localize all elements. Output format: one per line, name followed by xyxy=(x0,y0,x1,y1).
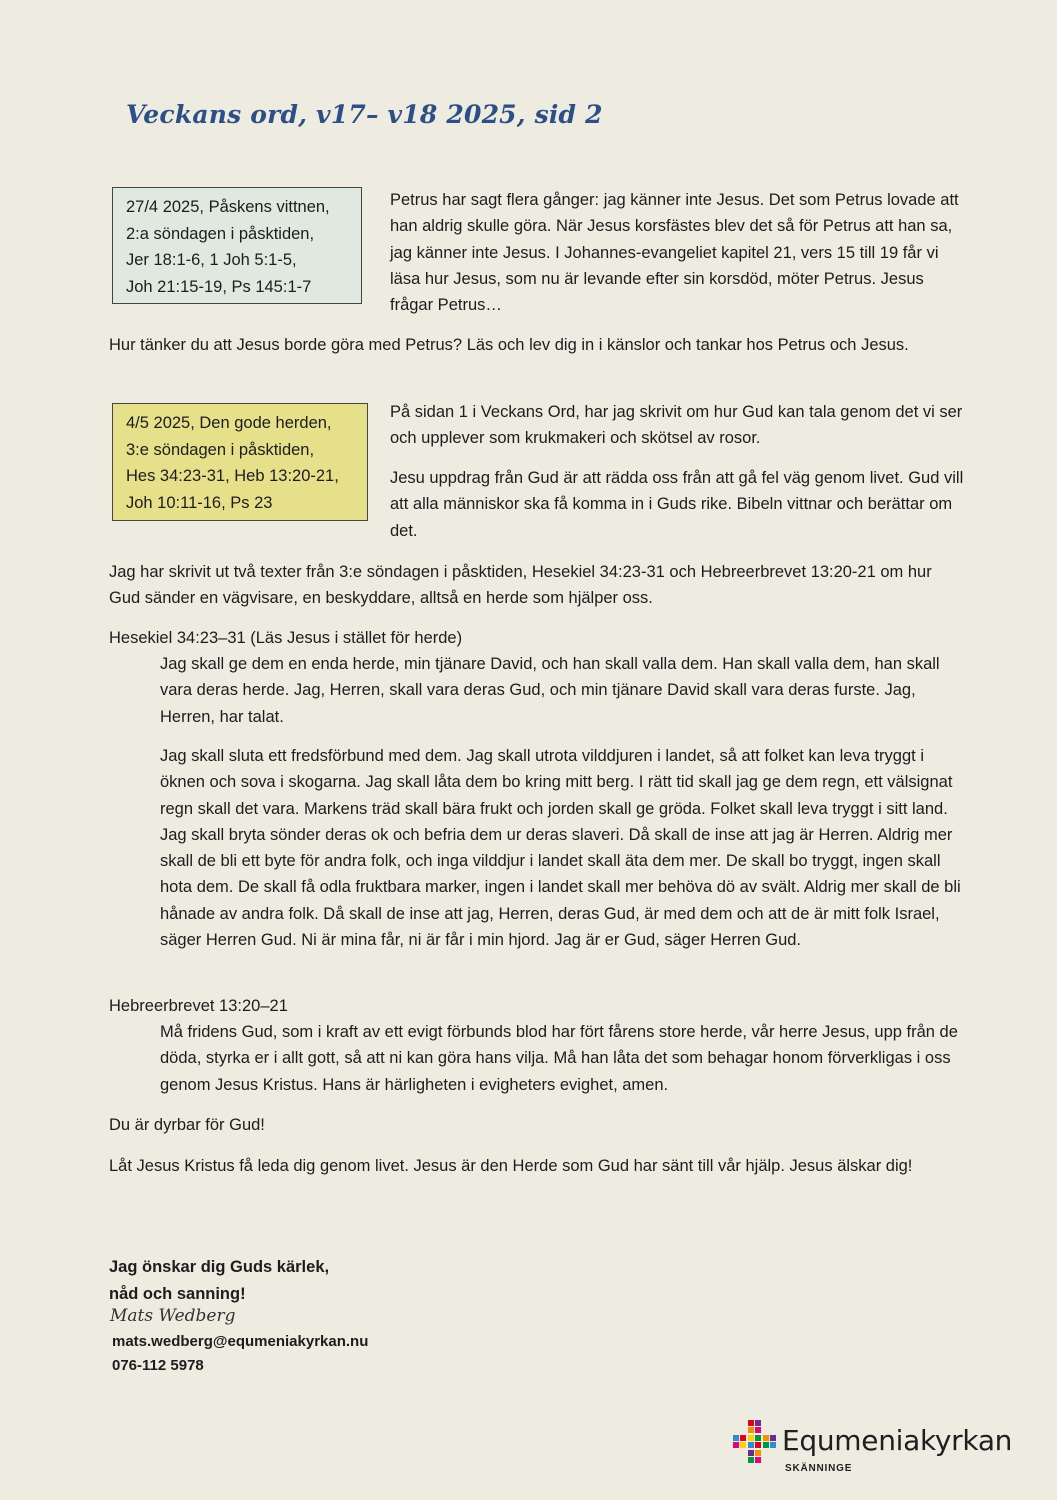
sunday-info-box-2 xyxy=(112,403,368,521)
box-line: Jer 18:1-6, 1 Joh 5:1-5, xyxy=(126,251,297,269)
hebreerbrevet-heading: Hebreerbrevet 13:20–21 xyxy=(109,997,288,1015)
box-line: 4/5 2025, Den gode herden, xyxy=(126,414,332,432)
box-line: 27/4 2025, Påskens vittnen, xyxy=(126,198,330,216)
box-line: Joh 10:11-16, Ps 23 xyxy=(126,493,273,512)
hesekiel-text-2: Jag skall sluta ett fredsförbund med dem. Jag skall utrota vilddjuren i landet, så att folket kan leva tryggt i öknen och sova i skogarna. Jag skall låta dem bo kring mitt berg. I rätt tid skall jag ge dem regn, ett välsignat regn skall det vara. Markens träd skall bära frukt och jorden skall ge gröda. Folket skall leva tryggt i sitt land. Jag skall bryta sönder deras ok och befria dem ur deras slaveri. Då skall de inse att jag är Herren. Aldrig mer skall de bli ett byte för andra folk, och inga vilddjur i landet skall äta dem mer. De skall bo tryggt, ingen skall hota dem. De skall få odla fruktbara marker, ingen i landet skall mer behöva dö av svält. Aldrig mer skall de bli hånade av andra folk. Då skall de inse att jag, Herren, deras Gud, är med dem och att de är mitt folk Israel, säger Herren Gud. Ni är mina får, ni är får i min hjord. Jag är er Gud, säger Herren Gud. xyxy=(160,747,961,950)
greeting-line: Jag önskar dig Guds kärlek, xyxy=(109,1258,330,1276)
box-line: 2:a söndagen i påsktiden, xyxy=(126,224,315,243)
paragraph-sidan1: På sidan 1 i Veckans Ord, har jag skrivit om hur Gud kan tala genom det vi ser och upplever som krukmakeri och skötsel av rosor. xyxy=(390,403,963,448)
phone-number: 076-112 5978 xyxy=(112,1357,204,1374)
box-line: 3:e söndagen i påsktiden, xyxy=(126,440,315,459)
hesekiel-heading: Hesekiel 34:23–31 (Läs Jesus i stället för herde) xyxy=(109,629,463,647)
paragraph-petrus: Petrus har sagt flera gånger: jag känner inte Jesus. Det som Petrus lovade att han aldrig skulle göra. När Jesus korsfästes blev det så för Petrus att han sa, jag känner inte Jesus. I Johannes-evangeliet kapitel 21, vers 15 till 19 får vi läsa hur Jesus, som nu är levande efter sin korsdöd, möter Petrus. Jesus frågar Petrus… xyxy=(390,191,959,315)
logo-name: Equmeniakyrkan xyxy=(782,1424,1013,1457)
signature-name: Mats Wedberg xyxy=(110,1306,236,1326)
page-title: Veckans ord, v17– v18 2025, sid 2 xyxy=(126,100,603,129)
paragraph-uppdrag: Jesu uppdrag från Gud är att rädda oss från att gå fel väg genom livet. Gud vill att alla människor ska få komma in i Guds rike. Bibeln vittnar och berättar om det. xyxy=(390,469,964,540)
box-line: Hes 34:23-31, Heb 13:20-21, xyxy=(126,467,339,485)
paragraph-dyrbar: Du är dyrbar för Gud! xyxy=(109,1116,265,1134)
box-line: Joh 21:15-19, Ps 145:1-7 xyxy=(126,277,312,296)
paragraph-texter: Jag har skrivit ut två texter från 3:e söndagen i påsktiden, Hesekiel 34:23-31 och Hebreerbrevet 13:20-21 om hur Gud sänder en vägvisare, en beskyddare, alltså en herde som hjälper oss. xyxy=(109,563,932,608)
equmeniakyrkan-logo xyxy=(733,1418,1023,1478)
sunday-info-box-1 xyxy=(112,187,362,304)
email-address: mats.wedberg@equmeniakyrkan.nu xyxy=(112,1333,369,1350)
paragraph-leda: Låt Jesus Kristus få leda dig genom livet. Jesus är den Herde som Gud har sänt till vår hjälp. Jesus älskar dig! xyxy=(109,1157,913,1175)
greeting-line: nåd och sanning! xyxy=(109,1284,246,1303)
logo-location: SKÄNNINGE xyxy=(785,1463,853,1474)
signature-greeting xyxy=(109,1254,329,1307)
cross-mosaic-icon xyxy=(733,1420,779,1466)
hebreerbrevet-text: Må fridens Gud, som i kraft av ett evigt förbunds blod har fört fårens store herde, vår herre Jesus, upp från de döda, styrka er i allt gott, så att ni kan göra hans vilja. Må han låta det som behagar honom förverkligas i oss genom Jesus Kristus. Hans är härligheten i evigheters evighet, amen. xyxy=(160,1023,958,1094)
paragraph-question: Hur tänker du att Jesus borde göra med Petrus? Läs och lev dig in i känslor och tankar hos Petrus och Jesus. xyxy=(109,336,909,354)
contact-info xyxy=(112,1330,368,1378)
hesekiel-text-1: Jag skall ge dem en enda herde, min tjänare David, och han skall valla dem. Han skall valla dem, han skall vara deras herde. Jag, Herren, skall vara deras Gud, och min tjänare David skall vara deras furste. Jag, Herren, har talat. xyxy=(160,655,940,726)
